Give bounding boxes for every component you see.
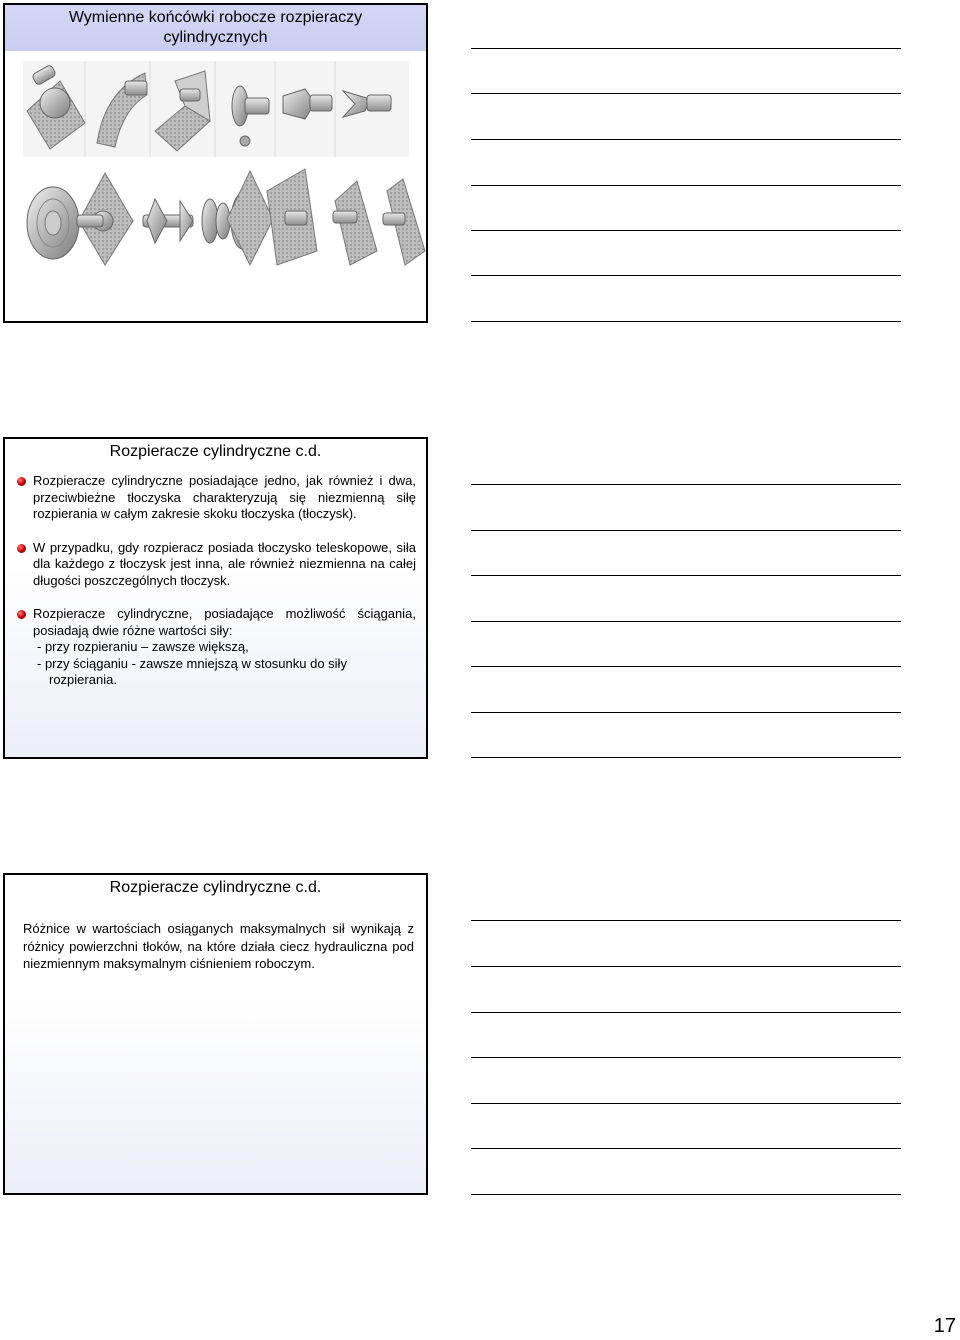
note-line xyxy=(471,1057,901,1058)
note-line xyxy=(471,621,901,622)
note-line xyxy=(471,139,901,140)
page-number: 17 xyxy=(933,1315,956,1337)
slide-3-paragraph: Różnice w wartościach osiąganych maksymalnych sił wynikają z różnicy powierzchni tłoków, na które działa ciecz hydrauliczna pod niezmiennym maksymalnym ciśnieniem roboczym. xyxy=(23,921,414,971)
note-line xyxy=(471,1148,901,1149)
bullet-item xyxy=(17,606,416,689)
note-line xyxy=(471,1194,901,1195)
red-bullet-icon xyxy=(17,477,26,486)
note-line xyxy=(471,321,901,322)
red-bullet-icon xyxy=(17,544,26,553)
slide-1 xyxy=(3,3,428,323)
bullet-text: W przypadku, gdy rozpieracz posiada tłoczysko teleskopowe, siła dla każdego z tłoczysk jest inna, ale również niezmienna na całej długości poszczególnych tłoczysk. xyxy=(33,539,416,588)
bullet-text: Rozpieracze cylindryczne, posiadające możliwość ściągania, posiadają dwie różne wartości siły: xyxy=(33,606,416,638)
slide-2-title: Rozpieracze cylindryczne c.d. xyxy=(109,443,322,460)
bullet-subline: - przy ściąganiu - zawsze mniejszą w stosunku do siły xyxy=(37,655,347,671)
bullet-subline: - przy rozpieraniu – zawsze większą, xyxy=(37,639,249,654)
slide-2-bullet-list xyxy=(5,473,426,689)
note-line xyxy=(471,484,901,485)
note-line xyxy=(471,530,901,531)
bullet-text: Rozpieracze cylindryczne posiadające jedno, jak również i dwa, przeciwbieżne tłoczyska charakteryzują się niezmienną siłę rozpierania w całym zakresie skoku tłoczyska (tłoczysk). xyxy=(33,473,416,521)
spreader-tips-drawing xyxy=(5,51,426,321)
bullet-item xyxy=(17,473,416,523)
red-bullet-icon xyxy=(17,610,26,619)
note-line xyxy=(471,185,901,186)
note-line xyxy=(471,666,901,667)
bullet-subline: rozpierania. xyxy=(49,672,117,687)
note-line xyxy=(471,275,901,276)
slide-2 xyxy=(3,437,428,759)
note-line xyxy=(471,93,901,94)
note-line xyxy=(471,48,901,49)
note-line xyxy=(471,966,901,967)
slide-1-title: Wymienne końcówki robocze rozpieraczy cylindrycznych xyxy=(5,5,426,51)
slide-3 xyxy=(3,873,428,1195)
slide-3-title: Rozpieracze cylindryczne c.d. xyxy=(109,879,322,896)
note-line xyxy=(471,920,901,921)
note-line xyxy=(471,1103,901,1104)
note-line xyxy=(471,712,901,713)
bullet-item xyxy=(17,540,416,590)
note-line xyxy=(471,575,901,576)
note-line xyxy=(471,757,901,758)
note-line xyxy=(471,230,901,231)
spreader-tips-image xyxy=(5,51,426,321)
note-line xyxy=(471,1012,901,1013)
